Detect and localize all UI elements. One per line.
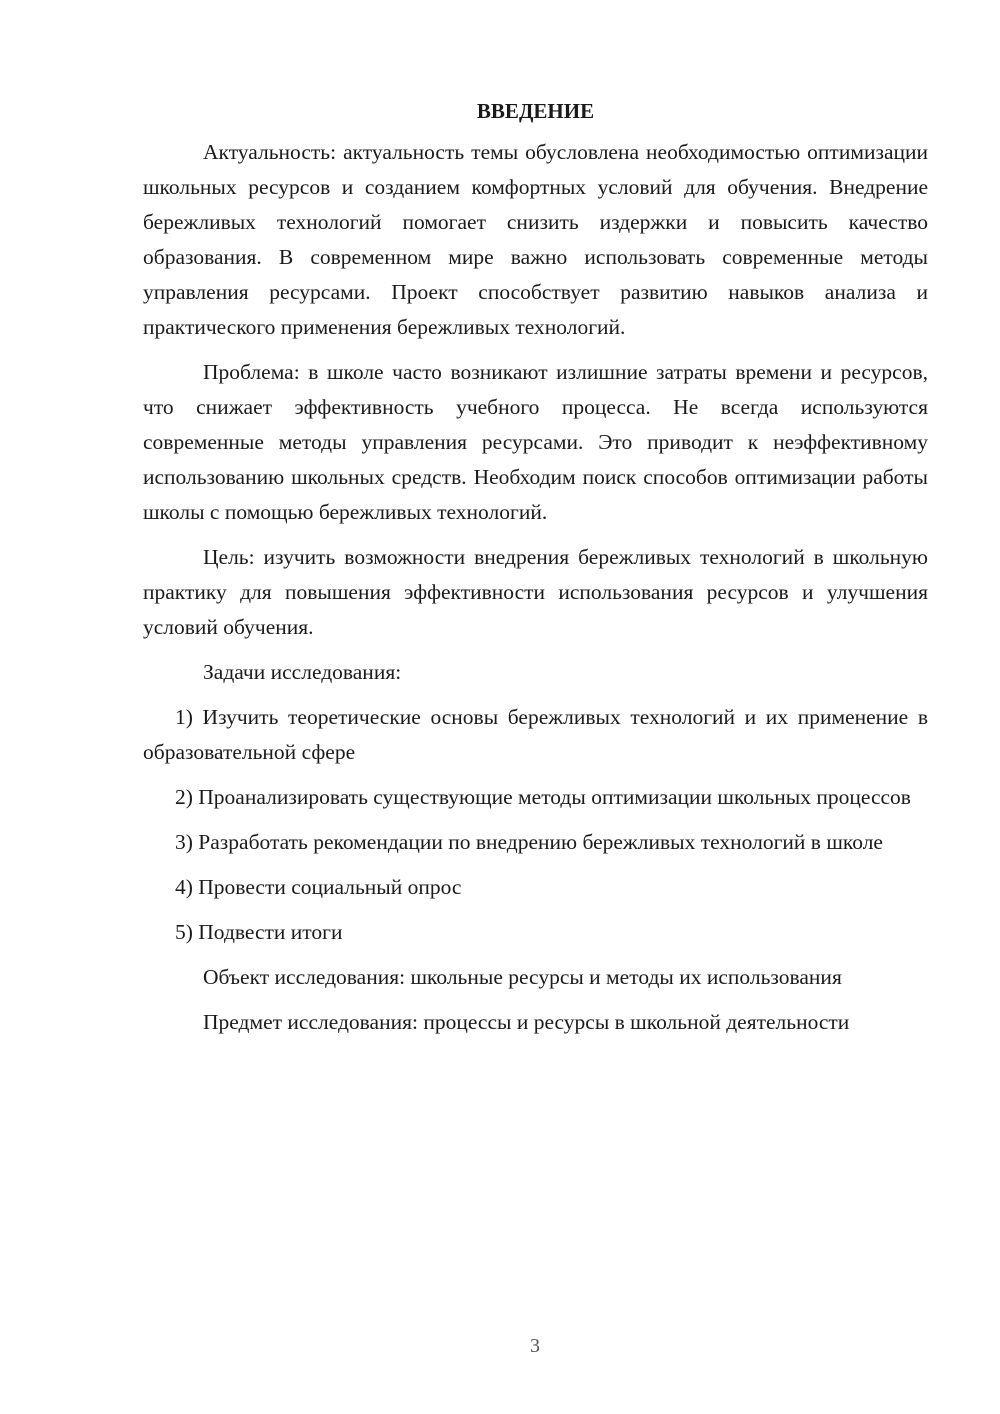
relevance-paragraph: Актуальность: актуальность темы обусловлена необходимостью оптимизации школьных ресурсов и созданием комфортных условий для обучения. Внедрение бережливых технологий помогает снизить издержки и повысить качество образования. В современном мире важно использовать современные методы управления ресурсами. Проект способствует развитию навыков анализа и практического применения бережливых технологий. (143, 140, 928, 339)
task-item-1: 1) Изучить теоретические основы бережливых технологий и их применение в образовательной сфере (143, 705, 928, 764)
subject-paragraph: Предмет исследования: процессы и ресурсы в школьной деятельности (203, 1010, 850, 1034)
page-number: 3 (530, 1335, 540, 1357)
task-item-3: 3) Разработать рекомендации по внедрению бережливых технологий в школе (175, 830, 883, 854)
section-heading: ВВЕДЕНИЕ (476, 99, 595, 123)
task-item-4: 4) Провести социальный опрос (175, 875, 462, 899)
task-item-2: 2) Проанализировать существующие методы оптимизации школьных процессов (175, 785, 911, 809)
task-item-5: 5) Подвести итоги (175, 920, 343, 944)
object-paragraph: Объект исследования: школьные ресурсы и методы их использования (203, 965, 842, 989)
tasks-intro: Задачи исследования: (203, 660, 402, 684)
problem-paragraph: Проблема: в школе часто возникают излишние затраты времени и ресурсов, что снижает эффективность учебного процесса. Не всегда используются современные методы управления ресурсами. Это приводит к неэффективному использованию школьных средств. Необходим поиск способов оптимизации работы школы с помощью бережливых технологий. (143, 360, 928, 524)
goal-paragraph: Цель: изучить возможности внедрения бережливых технологий в школьную практику для повышения эффективности использования ресурсов и улучшения условий обучения. (143, 545, 928, 639)
page-content (143, 94, 928, 1050)
